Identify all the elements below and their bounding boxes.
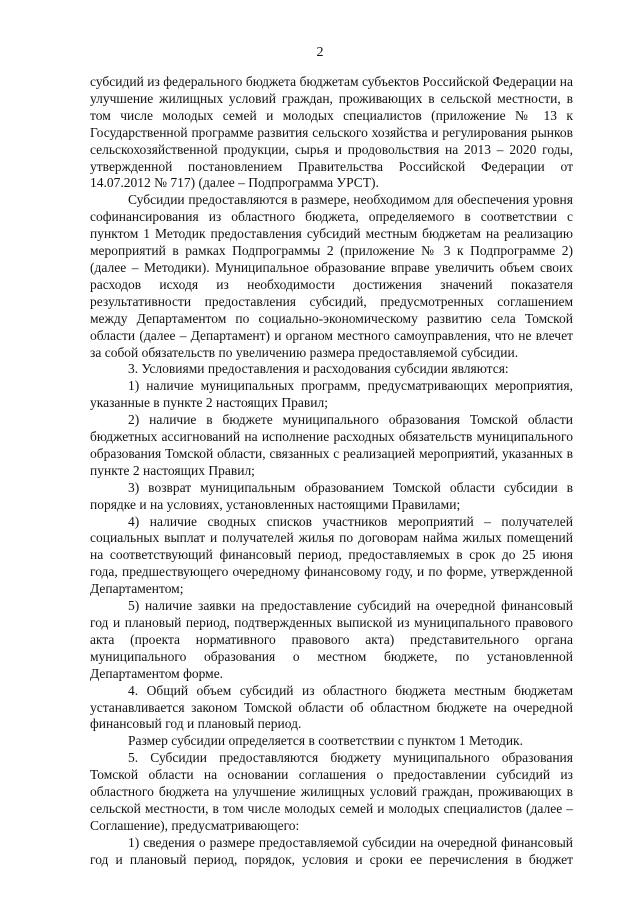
paragraph-subsidy-amount: Субсидии предоставляются в размере, необходимом для обеспечения уровня софинансирования из областного бюджета, определяемого в соответствии с пунктом 1 Методик предоставления субсидий местным бюджетам на реализацию мероприятий в рамках Подпрограммы 2 (приложение № 3 к Подпрограмме 2) (далее – Методики). Муниципальное образование вправе увеличить объем своих расходов исходя из необходимости достижения значений показателя результативности предоставления субсидий, предусмотренных соглашением между Департаментом по социально-экономическому развитию села Томской области (далее – Департамент) и органом местного самоуправления, что не влечет за собой обязательств по увеличению размера предоставляемой субсидии. <box>90 192 573 360</box>
page-number: 2 <box>316 45 324 60</box>
paragraph-section-5: 5. Субсидии предоставляются бюджету муниципального образования Томской области на основании соглашения о предоставлении субсидий из областного бюджета на улучшение жилищных условий граждан, проживающих в сельской местности, в том числе молодых семей и молодых специалистов (далее – Соглашение), предусматривающего: <box>90 750 573 833</box>
paragraph-condition-1: 1) наличие муниципальных программ, предусматривающих мероприятия, указанные в пункте 2 настоящих Правил; <box>90 378 573 411</box>
paragraph-section-3: 3. Условиями предоставления и расходования субсидии являются: <box>128 361 509 377</box>
document-body <box>90 74 573 869</box>
paragraph-section-4: 4. Общий объем субсидий из областного бюджета местным бюджетам устанавливается законом Томской области об областном бюджете на очередной финансовый год и плановый период. <box>90 682 573 732</box>
paragraph-continuation: субсидий из федерального бюджета бюджетам субъектов Российской Федерации на улучшение жилищных условий граждан, проживающих в сельской местности, в том числе молодых семей и молодых специалистов (приложение № 13 к Государственной программе развития сельского хозяйства и регулирования рынков сельскохозяйственной продукции, сырья и продовольствия на 2013 – 2020 годы, утвержденной постановлением Правительства Российской Федерации от 14.07.2012 № 717) (далее – Подпрограмма УРСТ). <box>90 74 573 191</box>
paragraph-condition-2: 2) наличие в бюджете муниципального образования Томской области бюджетных ассигнований на исполнение расходных обязательств муниципального образования Томской области, связанных с реализацией мероприятий, указанных в пункте 2 настоящих Правил; <box>90 412 573 478</box>
paragraph-condition-4: 4) наличие сводных списков участников мероприятий – получателей социальных выплат и получателей жилья по договорам найма жилых помещений на соответствующий финансовый период, предоставляемых в срок до 25 июня года, предшествующего очередному финансовому году, и по форме, утвержденной Департаментом; <box>90 513 573 597</box>
paragraph-subsidy-size: Размер субсидии определяется в соответствии с пунктом 1 Методик. <box>128 733 523 749</box>
paragraph-condition-3: 3) возврат муниципальным образованием Томской области субсидии в порядке и на условиях, установленных настоящими Правилами; <box>90 479 573 512</box>
paragraph-agreement-item-1: 1) сведения о размере предоставляемой субсидии на очередной финансовый год и плановый период, порядок, условия и сроки ее перечисления в бюджет <box>90 834 573 867</box>
paragraph-condition-5: 5) наличие заявки на предоставление субсидий на очередной финансовый год и плановый период, подтвержденных выпиской из муниципального правового акта (проекта нормативного правового акта) представительного органа муниципального образования о местном бюджете, по установленной Департаментом форме. <box>90 598 573 681</box>
